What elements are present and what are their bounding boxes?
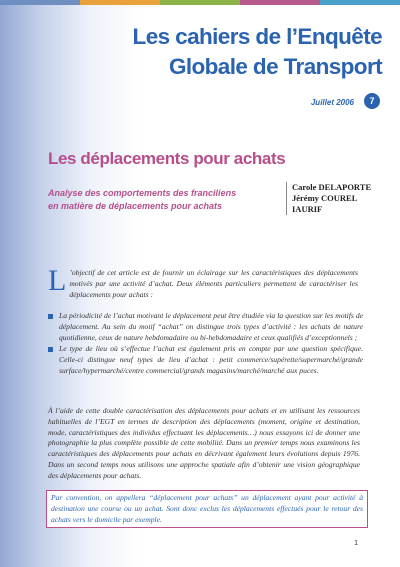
top-color-bar <box>0 0 400 5</box>
page-number: 1 <box>354 540 358 547</box>
list-item <box>48 344 363 376</box>
publication-title-line2: Globale de Transport <box>168 54 382 79</box>
subtitle-line2: en matière de déplacements pour achats <box>48 201 223 211</box>
author-affiliation: IAURIF <box>292 204 323 214</box>
intro-text: ’objectif de cet article est de fournir un éclairage sur les caractéristiques des déplacements motivés par une activité d’achat. Deux éléments particuliers permettent de caractériser les déplacements pour achats : <box>69 268 358 299</box>
bullet-list <box>48 311 363 378</box>
body-paragraph: À l’aide de cette double caractérisation des déplacements pour achats et en utilisant les ressources habituelles de l’EGT en termes de description des déplacements (moment, origine et destination, mode, caractéristiques des individus effectuant les déplacements…) nous essayons ici de donner une photographie la plus complète possible de cette mobilité. Dans un premier temps nous examinons les caractéristiques des déplacements pour achats en décrivant également leurs évolutions depuis 1976. Dans un second temps nous utilisons une approche spatiale afin d’obtenir une vision géographique des déplacements pour achats. <box>48 406 360 480</box>
color-segment-cyan <box>320 0 400 5</box>
author-name: Jérémy COUREL <box>292 193 358 203</box>
issue-date: Juillet 2006 <box>310 98 354 107</box>
square-bullet-icon <box>48 347 53 352</box>
square-bullet-icon <box>48 314 53 319</box>
drop-cap: L <box>48 264 67 297</box>
bullet-text: Le type de lieu où s’effectue l’achat est également pris en compte par une question spécifique. Celle-ci distingue neuf types de lieu d’achat : petit commerce/supérette/supermarché/grande surface/hypermarché/centre commercial/grands magasins/marché/marché aux puces. <box>59 344 363 375</box>
publication-title-line1: Les cahiers de l’Enquête <box>132 24 382 49</box>
color-segment-magenta <box>240 0 320 5</box>
color-segment-blue <box>0 0 80 5</box>
color-segment-green <box>160 0 240 5</box>
issue-number-badge: 7 <box>364 93 380 109</box>
subtitle-line1: Analyse des comportements des franciliens <box>48 188 237 198</box>
bullet-text: La périodicité de l’achat motivant le déplacement peut être étudiée via la question sur les motifs de déplacement. Au sein du motif “achat” on distingue trois types d’activité : les achats de nature quotidienne, ceux de nature hebdomadaire ou bi-hebdomadaire et ceux qualifiés d’exceptionnels ; <box>59 311 363 342</box>
list-item <box>48 311 363 343</box>
convention-note-box: Par convention, on appellera “déplacement pour achats” un déplacement ayant pour activité à destination une course ou un achat. Sont donc exclus les déplacements effectués pour le retour des achats vers le domicile par exemple. <box>46 490 368 528</box>
authors-block <box>286 182 371 215</box>
article-title: Les déplacements pour achats <box>48 149 286 168</box>
author-name: Carole DELAPORTE <box>292 182 372 192</box>
publication-title <box>82 22 382 82</box>
intro-paragraph <box>48 264 358 300</box>
article-subtitle <box>48 187 278 213</box>
color-segment-orange <box>80 0 160 5</box>
